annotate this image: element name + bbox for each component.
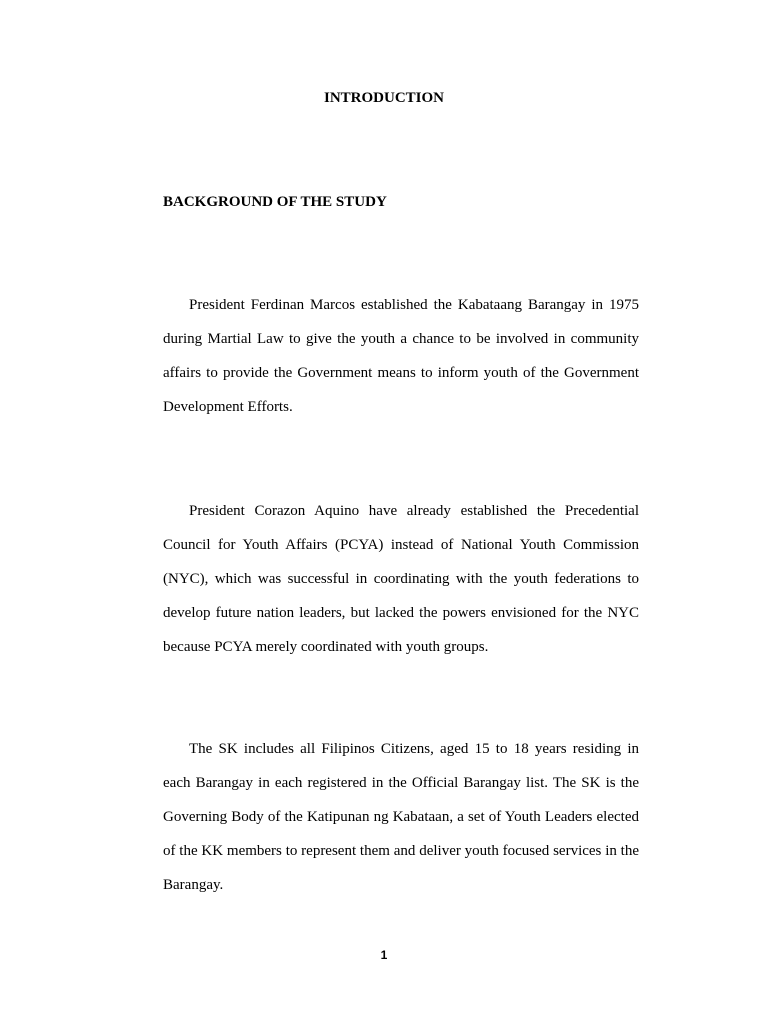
paragraph-sk: The SK includes all Filipinos Citizens, aged 15 to 18 years residing in each Barangay in each registered in the Official Barangay list. The SK is the Governing Body of the Katipunan ng Kabataan, a set of Youth Leaders elected of the KK members to represent them and deliver youth focused services in the Barangay. (163, 741, 639, 893)
page-number: 1 (380, 948, 388, 962)
section-heading: BACKGROUND OF THE STUDY (163, 194, 387, 210)
paragraph-marcos: President Ferdinan Marcos established the Kabataang Barangay in 1975 during Martial Law to give the youth a chance to be involved in community affairs to provide the Government means to inform youth of the Government Development Efforts. (163, 297, 639, 415)
page-title: INTRODUCTION (323, 90, 444, 106)
paragraph-aquino: President Corazon Aquino have already established the Precedential Council for Youth Affairs (PCYA) instead of National Youth Commission (NYC), which was successful in coordinating with the youth federations to develop future nation leaders, but lacked the powers envisioned for the NYC because PCYA merely coordinated with youth groups. (163, 503, 639, 655)
